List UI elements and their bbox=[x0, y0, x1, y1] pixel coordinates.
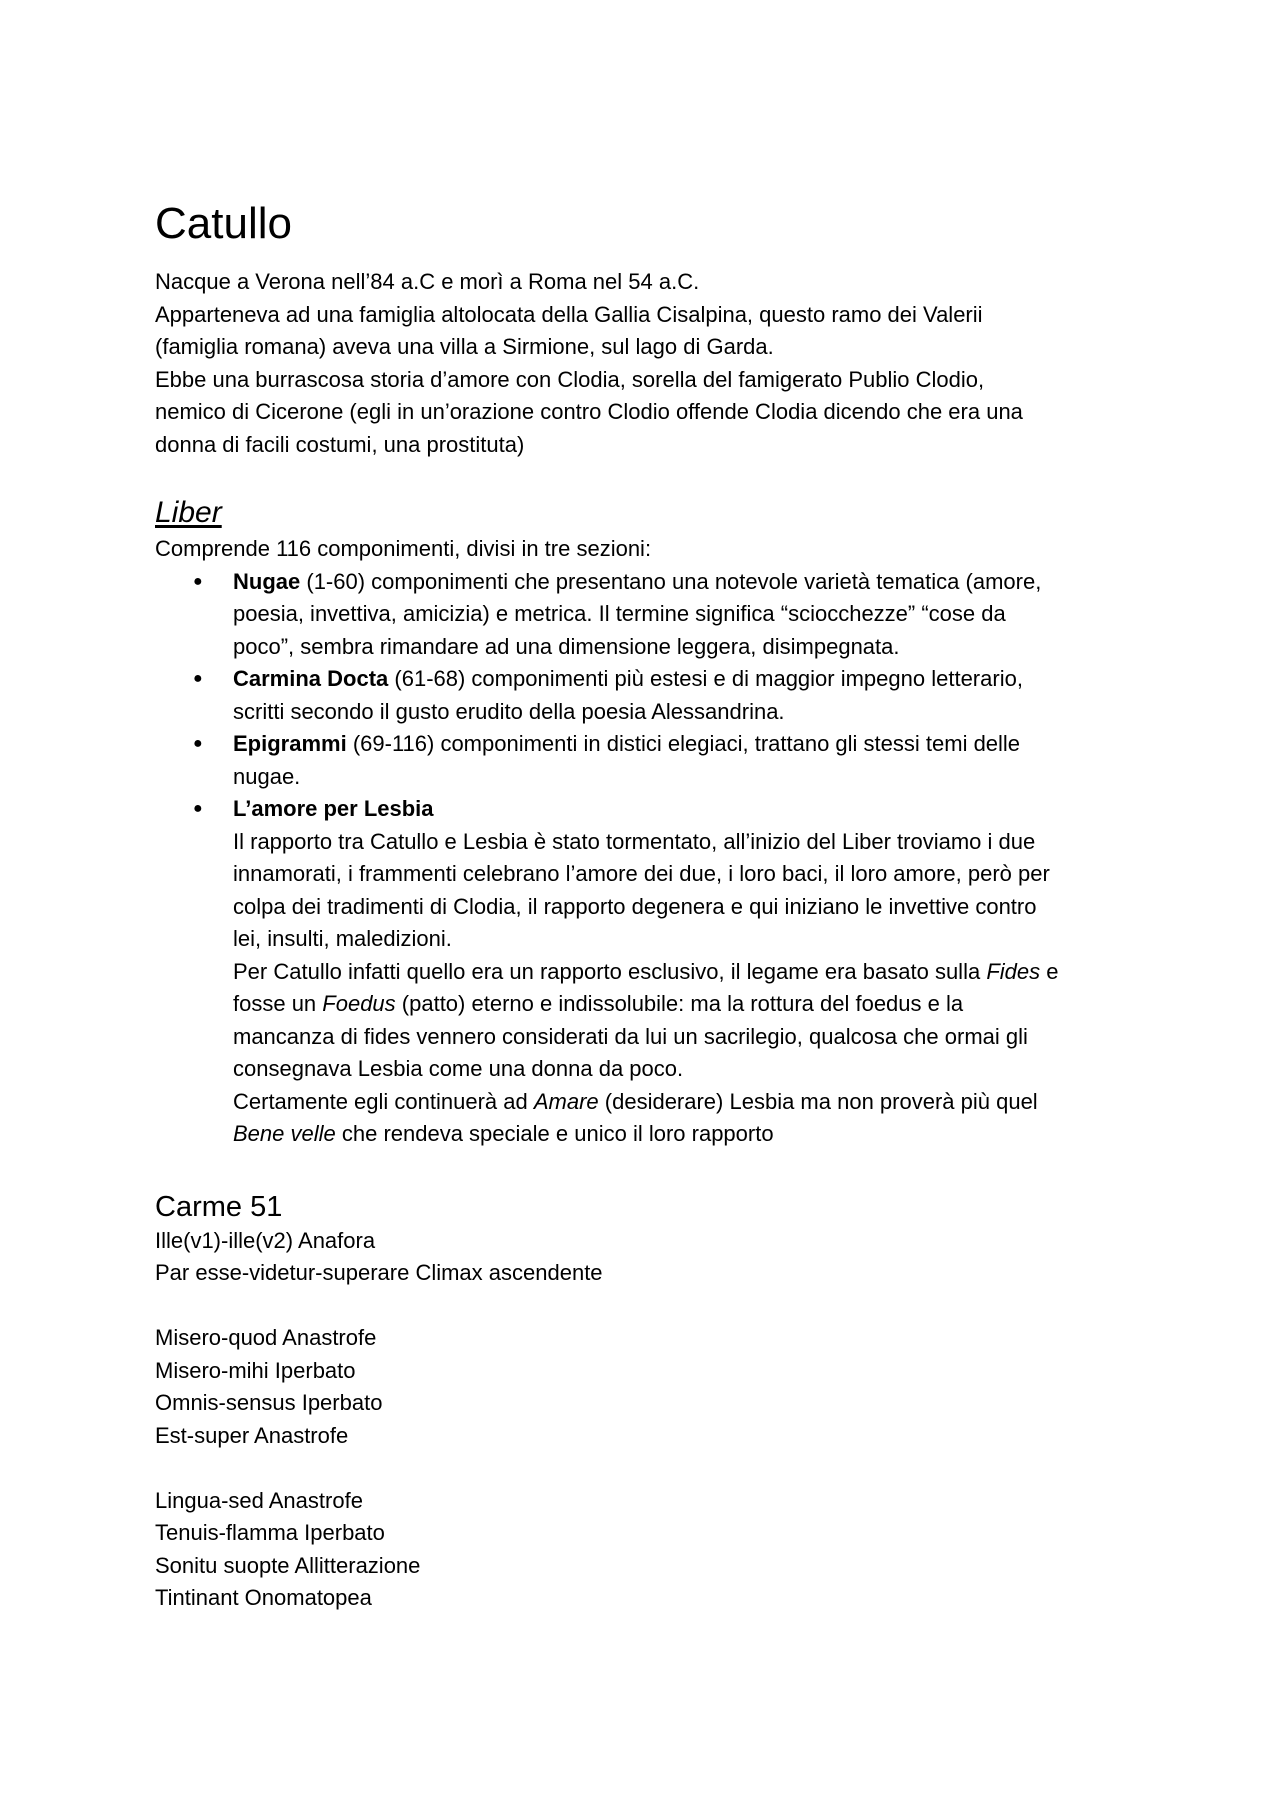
figure-line: Sonitu suopte Allitterazione bbox=[155, 1552, 421, 1578]
lesbia-line: Il rapporto tra Catullo e Lesbia è stato tormentato, all’inizio del Liber troviamo i due bbox=[233, 828, 1036, 854]
italic-term: Bene velle bbox=[233, 1121, 336, 1146]
figure-line: Tenuis-flamma Iperbato bbox=[155, 1520, 385, 1545]
figure-line: Omnis-sensus Iperbato bbox=[155, 1390, 383, 1415]
figure-line: Lingua-sed Anastrofe bbox=[155, 1487, 363, 1513]
figure-line: Misero-mihi Iperbato bbox=[155, 1357, 356, 1383]
bullet-icon: ● bbox=[193, 800, 203, 817]
text-run: fosse un bbox=[233, 991, 323, 1016]
carme-figures bbox=[155, 1225, 1135, 1615]
figure-line: Par esse-videtur-superare Climax ascendente bbox=[155, 1260, 603, 1285]
lesbia-line: innamorati, i frammenti celebrano l’amore dei due, i loro baci, il loro amore, però per bbox=[233, 861, 1050, 886]
bullet-icon: ● bbox=[193, 572, 203, 590]
italic-term: Fides bbox=[986, 958, 1041, 984]
section-text: scritti secondo il gusto erudito della poesia Alessandrina. bbox=[233, 698, 785, 724]
liber-heading: Liber bbox=[155, 496, 222, 529]
lesbia-line bbox=[233, 1086, 1135, 1119]
list-item-carmina-docta bbox=[155, 663, 1135, 728]
figure-line: Misero-quod Anastrofe bbox=[155, 1325, 377, 1350]
liber-sections-list bbox=[155, 566, 1135, 794]
section-text: (1-60) componimenti che presentano una notevole varietà tematica (amore, bbox=[300, 568, 1042, 594]
lesbia-line: lei, insulti, maledizioni. bbox=[233, 926, 452, 951]
lesbia-line: consegnava Lesbia come una donna da poco. bbox=[233, 1056, 684, 1081]
section-name: Epigrammi bbox=[233, 731, 347, 756]
section-name: Nugae bbox=[233, 568, 301, 594]
text-run: che rendeva speciale e unico il loro rapporto bbox=[335, 1121, 774, 1146]
intro-line: donna di facili costumi, una prostituta) bbox=[155, 431, 525, 457]
lesbia-line: colpa dei tradimenti di Clodia, il rapporto degenera e qui iniziano le invettive contro bbox=[233, 893, 1037, 919]
section-text: poesia, invettiva, amicizia) e metrica. Il termine significa “sciocchezze” “cose da bbox=[233, 601, 1006, 626]
document-content bbox=[155, 196, 1135, 1615]
text-run: (patto) eterno e indissolubile: ma la rottura del foedus e la bbox=[395, 991, 964, 1016]
carme-heading: Carme 51 bbox=[155, 1190, 283, 1223]
intro-line: Ebbe una burrascosa storia d’amore con Clodia, sorella del famigerato Publio Clodio, bbox=[155, 366, 985, 392]
list-item-nugae bbox=[155, 566, 1135, 664]
lesbia-list bbox=[155, 793, 1135, 1151]
section-name: Carmina Docta bbox=[233, 666, 389, 691]
page-title: Catullo bbox=[155, 199, 292, 248]
lesbia-line: mancanza di fides vennero considerati da lui un sacrilegio, qualcosa che ormai gli bbox=[233, 1023, 1028, 1049]
section-text: poco”, sembra rimandare ad una dimensione leggera, disimpegnata. bbox=[233, 633, 900, 659]
lesbia-line bbox=[233, 1118, 1135, 1151]
text-run: e bbox=[1040, 958, 1059, 984]
blank-line bbox=[155, 1452, 1135, 1485]
intro-line: Apparteneva ad una famiglia altolocata della Gallia Cisalpina, questo ramo dei Valerii bbox=[155, 301, 983, 327]
section-text: (61-68) componimenti più estesi e di maggior impegno letterario, bbox=[388, 666, 1023, 691]
lesbia-line bbox=[233, 956, 1135, 989]
bullet-icon: ● bbox=[193, 735, 203, 752]
section-text: nugae. bbox=[233, 763, 301, 789]
italic-term: Amare bbox=[533, 1088, 599, 1114]
intro-line: (famiglia romana) aveva una villa a Sirmione, sul lago di Garda. bbox=[155, 334, 774, 359]
liber-intro: Comprende 116 componimenti, divisi in tre sezioni: bbox=[155, 536, 652, 561]
blank-line bbox=[155, 1290, 1135, 1323]
text-run: (desiderare) Lesbia ma non proverà più quel bbox=[598, 1088, 1038, 1114]
figure-line: Ille(v1)-ille(v2) Anafora bbox=[155, 1227, 376, 1253]
intro-line: Nacque a Verona nell’84 a.C e morì a Roma nel 54 a.C. bbox=[155, 269, 700, 294]
text-run: Certamente egli continuerà ad bbox=[233, 1088, 534, 1114]
figure-line: Est-super Anastrofe bbox=[155, 1422, 349, 1448]
lesbia-heading: L’amore per Lesbia bbox=[233, 796, 434, 821]
lesbia-line bbox=[233, 988, 1135, 1021]
list-item-lesbia bbox=[155, 793, 1135, 1151]
figure-line: Tintinant Onomatopea bbox=[155, 1585, 372, 1610]
italic-term: Foedus bbox=[322, 991, 396, 1016]
text-run: Per Catullo infatti quello era un rapporto esclusivo, il legame era basato sulla bbox=[233, 958, 987, 984]
intro-line: nemico di Cicerone (egli in un’orazione contro Clodio offende Clodia dicendo che era una bbox=[155, 399, 1023, 424]
intro-paragraph bbox=[155, 266, 1135, 461]
list-item-epigrammi bbox=[155, 728, 1135, 793]
bullet-icon: ● bbox=[193, 670, 203, 687]
section-text: (69-116) componimenti in distici elegiaci, trattano gli stessi temi delle bbox=[346, 731, 1021, 756]
